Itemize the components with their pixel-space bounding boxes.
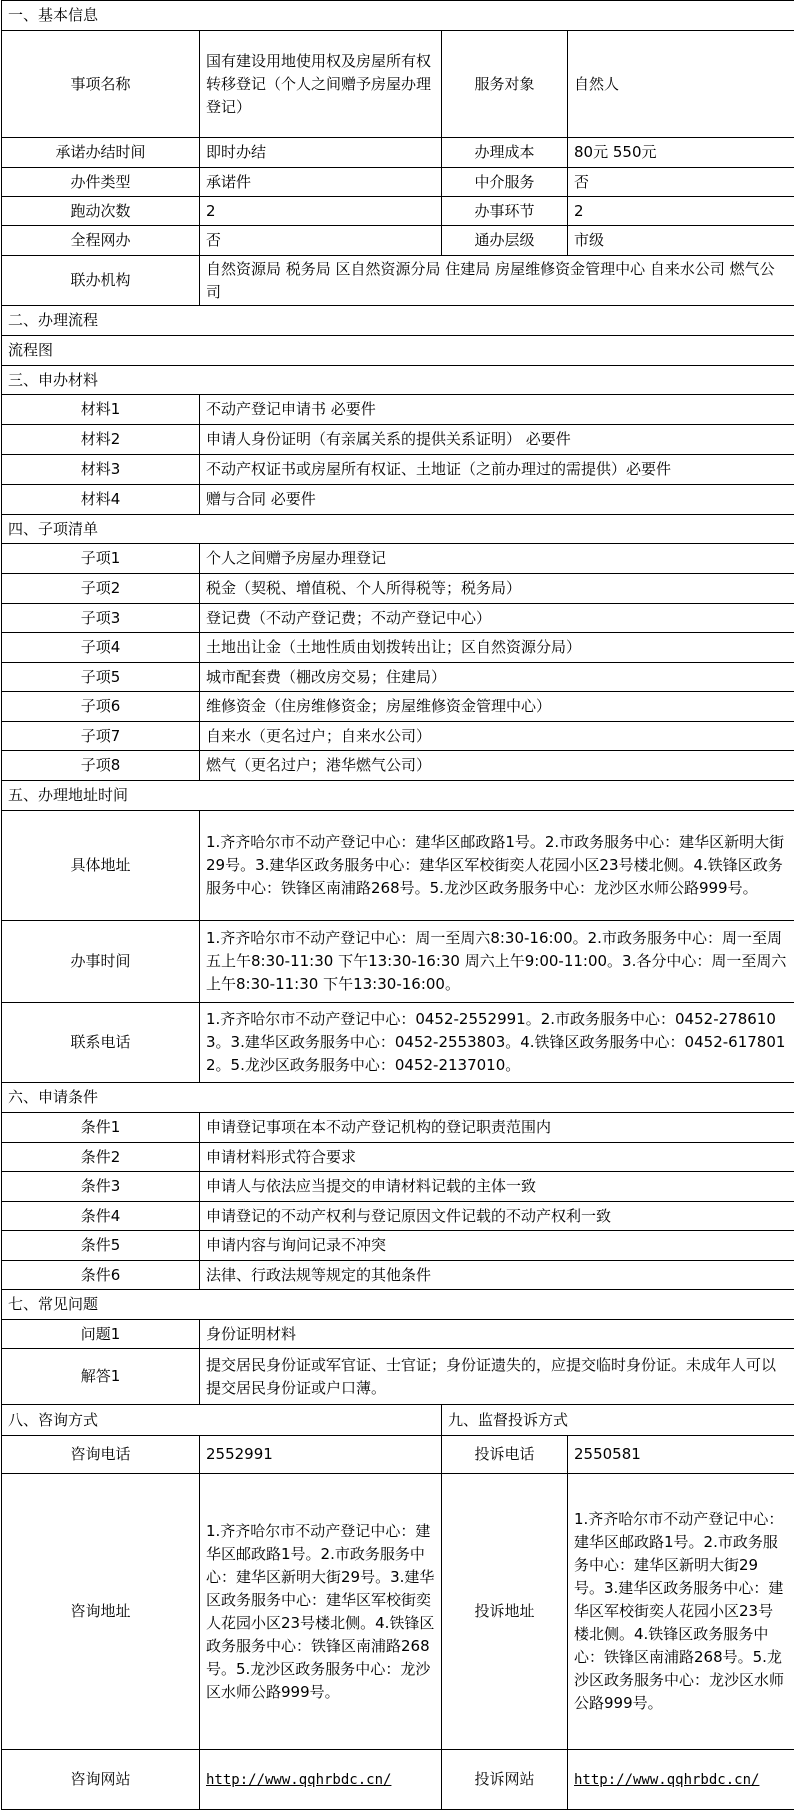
section-heading-subitems: 四、子项清单 [2,515,794,544]
condition-label: 条件4 [2,1202,200,1231]
online-value: 否 [200,226,442,256]
material-value: 不动产权证书或房屋所有权证、土地证（之前办理过的需提供）必要件 [200,455,794,485]
subitem-label: 子项7 [2,722,200,751]
joint-agencies-value: 自然资源局 税务局 区自然资源分局 住建局 房屋维修资金管理中心 自来水公司 燃气公司 [200,256,794,306]
consult-address-label: 咨询地址 [2,1474,200,1750]
consult-site-label: 咨询网站 [2,1750,200,1810]
hours-label: 办事时间 [2,921,200,1003]
subitem-value: 维修资金（住房维修资金；房屋维修资金管理中心） [200,692,794,722]
condition-value: 申请登记的不动产权利与登记原因文件记载的不动产权利一致 [200,1202,794,1231]
consult-address-value: 1.齐齐哈尔市不动产登记中心：建华区邮政路1号。2.市政务服务中心：建华区新明大街29号。3.建华区政务服务中心：建华区军校街奕人花园小区23号楼北侧。4.铁锋区政务服务中心：铁锋区南浦路268号。5.龙沙区政务服务中心：龙沙区水师公路999号。 [200,1474,442,1750]
subitem-value: 土地出让金（土地性质由划拨转出让；区自然资源分局） [200,633,794,663]
faq-answer-label: 解答1 [2,1349,200,1405]
condition-label: 条件5 [2,1231,200,1261]
complaint-site-link[interactable]: http://www.qqhrbdc.cn/ [574,1772,759,1788]
subitem-value: 个人之间赠予房屋办理登记 [200,544,794,574]
faq-answer-value: 提交居民身份证或军官证、士官证；身份证遗失的，应提交临时身份证。未成年人可以提交居民身份证或户口薄。 [200,1349,794,1405]
subitem-label: 子项4 [2,633,200,663]
material-label: 材料2 [2,425,200,455]
subitem-label: 子项6 [2,692,200,722]
section-heading-address-time: 五、办理地址时间 [2,781,794,811]
material-value: 申请人身份证明（有亲属关系的提供关系证明） 必要件 [200,425,794,455]
condition-label: 条件3 [2,1172,200,1202]
subitem-label: 子项3 [2,604,200,633]
service-guide-table [1,0,794,1810]
trips-label: 跑动次数 [2,197,200,226]
complaint-phone-value: 2550581 [568,1436,794,1474]
subitem-label: 子项5 [2,663,200,692]
consult-phone-value: 2552991 [200,1436,442,1474]
condition-label: 条件6 [2,1261,200,1290]
level-label: 通办层级 [442,226,568,256]
flowchart-link[interactable]: 流程图 [2,336,794,366]
complaint-site-cell [568,1750,794,1810]
agency-value: 否 [568,168,794,197]
address-value: 1.齐齐哈尔市不动产登记中心：建华区邮政路1号。2.市政务服务中心：建华区新明大街29号。3.建华区政务服务中心：建华区军校街奕人花园小区23号楼北侧。4.铁锋区政务服务中心：铁锋区南浦路268号。5.龙沙区政务服务中心：龙沙区水师公路999号。 [200,811,794,921]
subitem-value: 燃气（更名过户；港华燃气公司） [200,751,794,781]
faq-question-value: 身份证明材料 [200,1320,794,1349]
condition-value: 申请内容与询问记录不冲突 [200,1231,794,1261]
material-value: 不动产登记申请书 必要件 [200,395,794,425]
section-heading-complaint: 九、监督投诉方式 [442,1405,794,1436]
service-target-value: 自然人 [568,31,794,138]
consult-site-cell [200,1750,442,1810]
subitem-value: 自来水（更名过户；自来水公司） [200,722,794,751]
section-heading-materials: 三、申办材料 [2,366,794,395]
subitem-value: 税金（契税、增值税、个人所得税等；税务局） [200,574,794,604]
consult-phone-label: 咨询电话 [2,1436,200,1474]
complaint-site-label: 投诉网站 [442,1750,568,1810]
level-value: 市级 [568,226,794,256]
steps-label: 办事环节 [442,197,568,226]
cost-label: 办理成本 [442,138,568,168]
subitem-label: 子项1 [2,544,200,574]
condition-value: 申请材料形式符合要求 [200,1143,794,1172]
material-label: 材料4 [2,485,200,515]
section-heading-basic: 一、基本信息 [2,1,794,31]
material-value: 赠与合同 必要件 [200,485,794,515]
subitem-label: 子项2 [2,574,200,604]
steps-value: 2 [568,197,794,226]
section-heading-conditions: 六、申请条件 [2,1083,794,1113]
trips-value: 2 [200,197,442,226]
condition-label: 条件2 [2,1143,200,1172]
service-target-label: 服务对象 [442,31,568,138]
joint-agencies-label: 联办机构 [2,256,200,306]
consult-site-link[interactable]: http://www.qqhrbdc.cn/ [206,1772,391,1788]
material-label: 材料3 [2,455,200,485]
section-heading-consult: 八、咨询方式 [2,1405,442,1436]
promise-time-label: 承诺办结时间 [2,138,200,168]
subitem-value: 登记费（不动产登记费；不动产登记中心） [200,604,794,633]
subitem-value: 城市配套费（棚改房交易；住建局） [200,663,794,692]
condition-value: 申请人与依法应当提交的申请材料记载的主体一致 [200,1172,794,1202]
item-name-value: 国有建设用地使用权及房屋所有权转移登记（个人之间赠予房屋办理登记） [200,31,442,138]
complaint-address-label: 投诉地址 [442,1474,568,1750]
section-heading-process: 二、办理流程 [2,306,794,336]
material-label: 材料1 [2,395,200,425]
section-heading-faq: 七、常见问题 [2,1290,794,1320]
phone-value: 1.齐齐哈尔市不动产登记中心：0452-2552991。2.市政务服务中心：0452-2786103。3.建华区政务服务中心：0452-2553803。4.铁锋区政务服务中心：0452-6178012。5.龙沙区政务服务中心：0452-2137010。 [200,1003,794,1083]
item-name-label: 事项名称 [2,31,200,138]
hours-value: 1.齐齐哈尔市不动产登记中心：周一至周六8:30-16:00。2.市政务服务中心：周一至周五上午8:30-11:30 下午13:30-16:30 周六上午9:00-11:00。3.各分中心：周一至周六上午8:30-11:30 下午13:30-16:00。 [200,921,794,1003]
complaint-address-value: 1.齐齐哈尔市不动产登记中心：建华区邮政路1号。2.市政务服务中心：建华区新明大街29号。3.建华区政务服务中心：建华区军校街奕人花园小区23号楼北侧。4.铁锋区政务服务中心：铁锋区南浦路268号。5.龙沙区政务服务中心：龙沙区水师公路999号。 [568,1474,794,1750]
condition-value: 申请登记事项在本不动产登记机构的登记职责范围内 [200,1113,794,1143]
phone-label: 联系电话 [2,1003,200,1083]
promise-time-value: 即时办结 [200,138,442,168]
condition-value: 法律、行政法规等规定的其他条件 [200,1261,794,1290]
condition-label: 条件1 [2,1113,200,1143]
type-value: 承诺件 [200,168,442,197]
faq-question-label: 问题1 [2,1320,200,1349]
address-label: 具体地址 [2,811,200,921]
cost-value: 80元 550元 [568,138,794,168]
subitem-label: 子项8 [2,751,200,781]
complaint-phone-label: 投诉电话 [442,1436,568,1474]
type-label: 办件类型 [2,168,200,197]
online-label: 全程网办 [2,226,200,256]
agency-label: 中介服务 [442,168,568,197]
